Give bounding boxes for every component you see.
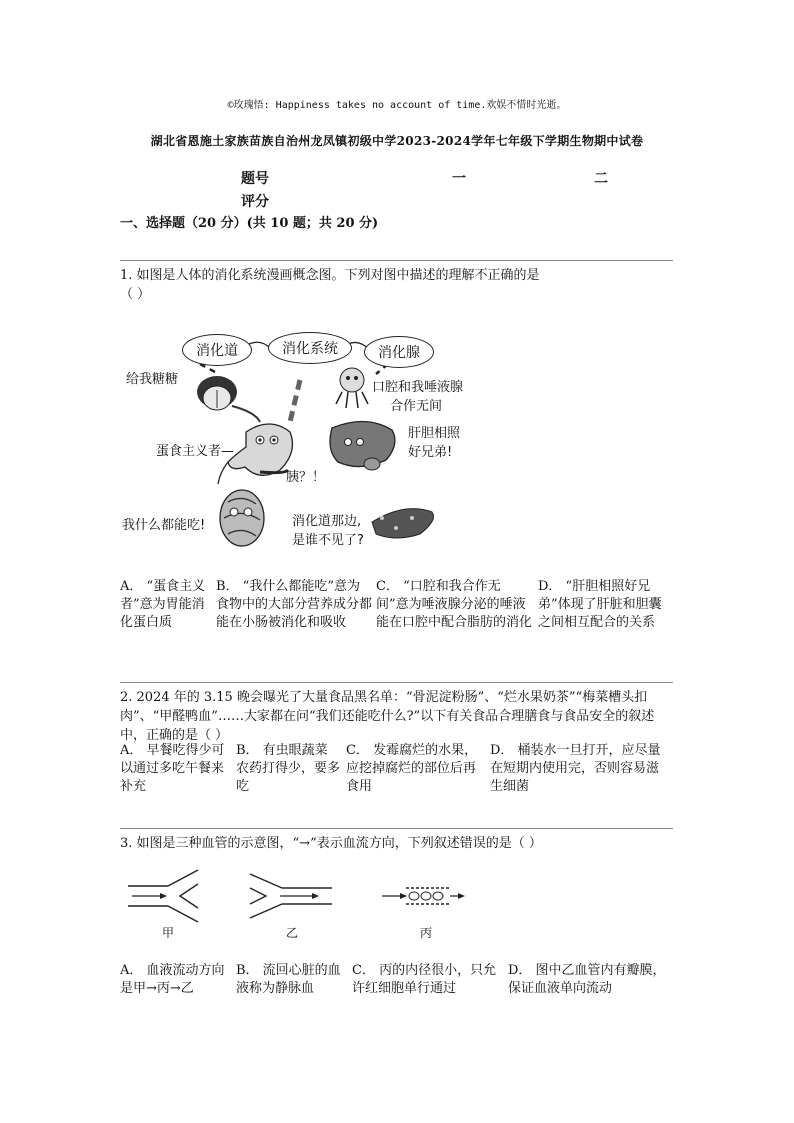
q1-option-a[interactable]: A． “蛋食主义者”意为胃能消化蛋白质 (120, 579, 206, 630)
page-title: 湖北省恩施土家族苗族自治州龙凤镇初级中学2023-2024学年七年级下学期生物期中试卷 (150, 134, 644, 148)
q2-option-c[interactable]: C． 发霉腐烂的水果，应挖掉腐烂的部位后再食用 (346, 743, 478, 794)
caption-who-missing-1: 消化道那边, (292, 514, 362, 529)
caption-mouth-saliva-1: 口腔和我唾液腺 (372, 380, 464, 395)
score-col-2: 二 (594, 171, 608, 187)
q2-option-d[interactable]: D． 桶装水一旦打开，应尽量在短期内使用完，否则容易滋生细菌 (490, 743, 661, 794)
q1-option-d[interactable]: D． “肝胆相照好兄弟”体现了肝脏和胆囊之间相互配合的关系 (538, 579, 662, 630)
caption-give-candy: 给我糖糖 (126, 372, 179, 387)
q2-stem: 2. 2024 年的 3.15 晚会曝光了大量食品黑名单：“骨泥淀粉肠”、“烂水果奶茶”“梅菜槽头扣肉”、“甲醛鸭血”……大家都在问“我们还能吃什么?”以下有关食品合理膳食与食品安全的叙述中，正确的是（ ） (120, 690, 655, 743)
caption-liver-2: 好兄弟! (408, 445, 453, 460)
score-col-1: 一 (452, 171, 466, 187)
bubble-digestive-tract: 消化道 (182, 334, 252, 366)
divider (120, 682, 673, 683)
vessel-label-jia: 甲 (162, 926, 175, 940)
q1-option-b[interactable]: B． “我什么都能吃”意为食物中的大部分营养成分都能在小肠被消化和吸收 (216, 579, 373, 630)
q2-option-b[interactable]: B． 有虫眼蔬菜农药打得少，要多吃 (236, 743, 341, 794)
vessel-label-yi: 乙 (286, 926, 299, 940)
digestive-system-cartoon (120, 322, 464, 562)
q1-stem: 1. 如图是人体的消化系统漫画概念图。下列对图中描述的理解不正确的是 (120, 268, 540, 283)
q1-answer-paren: （ ） (120, 287, 151, 302)
q3-option-b[interactable]: B． 流回心脏的血液称为静脉血 (236, 963, 341, 996)
q1-option-c[interactable]: C． “口腔和我合作无间”意为唾液腺分泌的唾液能在口腔中配合脂肪的消化 (376, 579, 533, 630)
q3-option-d[interactable]: D． 图中乙血管内有瓣膜，保证血液单向流动 (508, 963, 666, 996)
caption-mouth-saliva-2: 合作无间 (390, 399, 443, 414)
q3-stem: 3. 如图是三种血管的示意图，“→”表示血流方向，下列叙述错误的是（ ） (120, 836, 542, 851)
caption-who-missing-2: 是谁不见了? (292, 533, 364, 548)
bubble-digestive-gland: 消化腺 (364, 336, 434, 368)
q3-option-a[interactable]: A． 血液流动方向是甲→丙→乙 (120, 963, 225, 996)
header-quote: ©玫瑰悟: Happiness takes no account of time.欢娱不惜时光逝。 (227, 100, 567, 111)
divider (120, 260, 673, 261)
vessel-label-bing: 丙 (420, 926, 433, 940)
section-heading: 一、选择题（20 分）(共 10 题；共 20 分) (120, 216, 379, 231)
score-label-points: 评分 (241, 194, 269, 210)
divider (120, 828, 673, 829)
caption-eat-all: 我什么都能吃! (122, 518, 206, 533)
bubble-digestive-system: 消化系统 (268, 332, 352, 364)
score-label-question-no: 题号 (241, 171, 269, 187)
caption-pancreas: 胰？！ (286, 470, 326, 485)
caption-protein-lover: 蛋食主义者— (156, 444, 235, 459)
q3-option-c[interactable]: C． 丙的内径很小，只允许红细胞单行通过 (352, 963, 497, 996)
caption-liver-1: 肝胆相照 (408, 426, 461, 441)
q2-option-a[interactable]: A． 早餐吃得少可以通过多吃午餐来补充 (120, 743, 225, 794)
